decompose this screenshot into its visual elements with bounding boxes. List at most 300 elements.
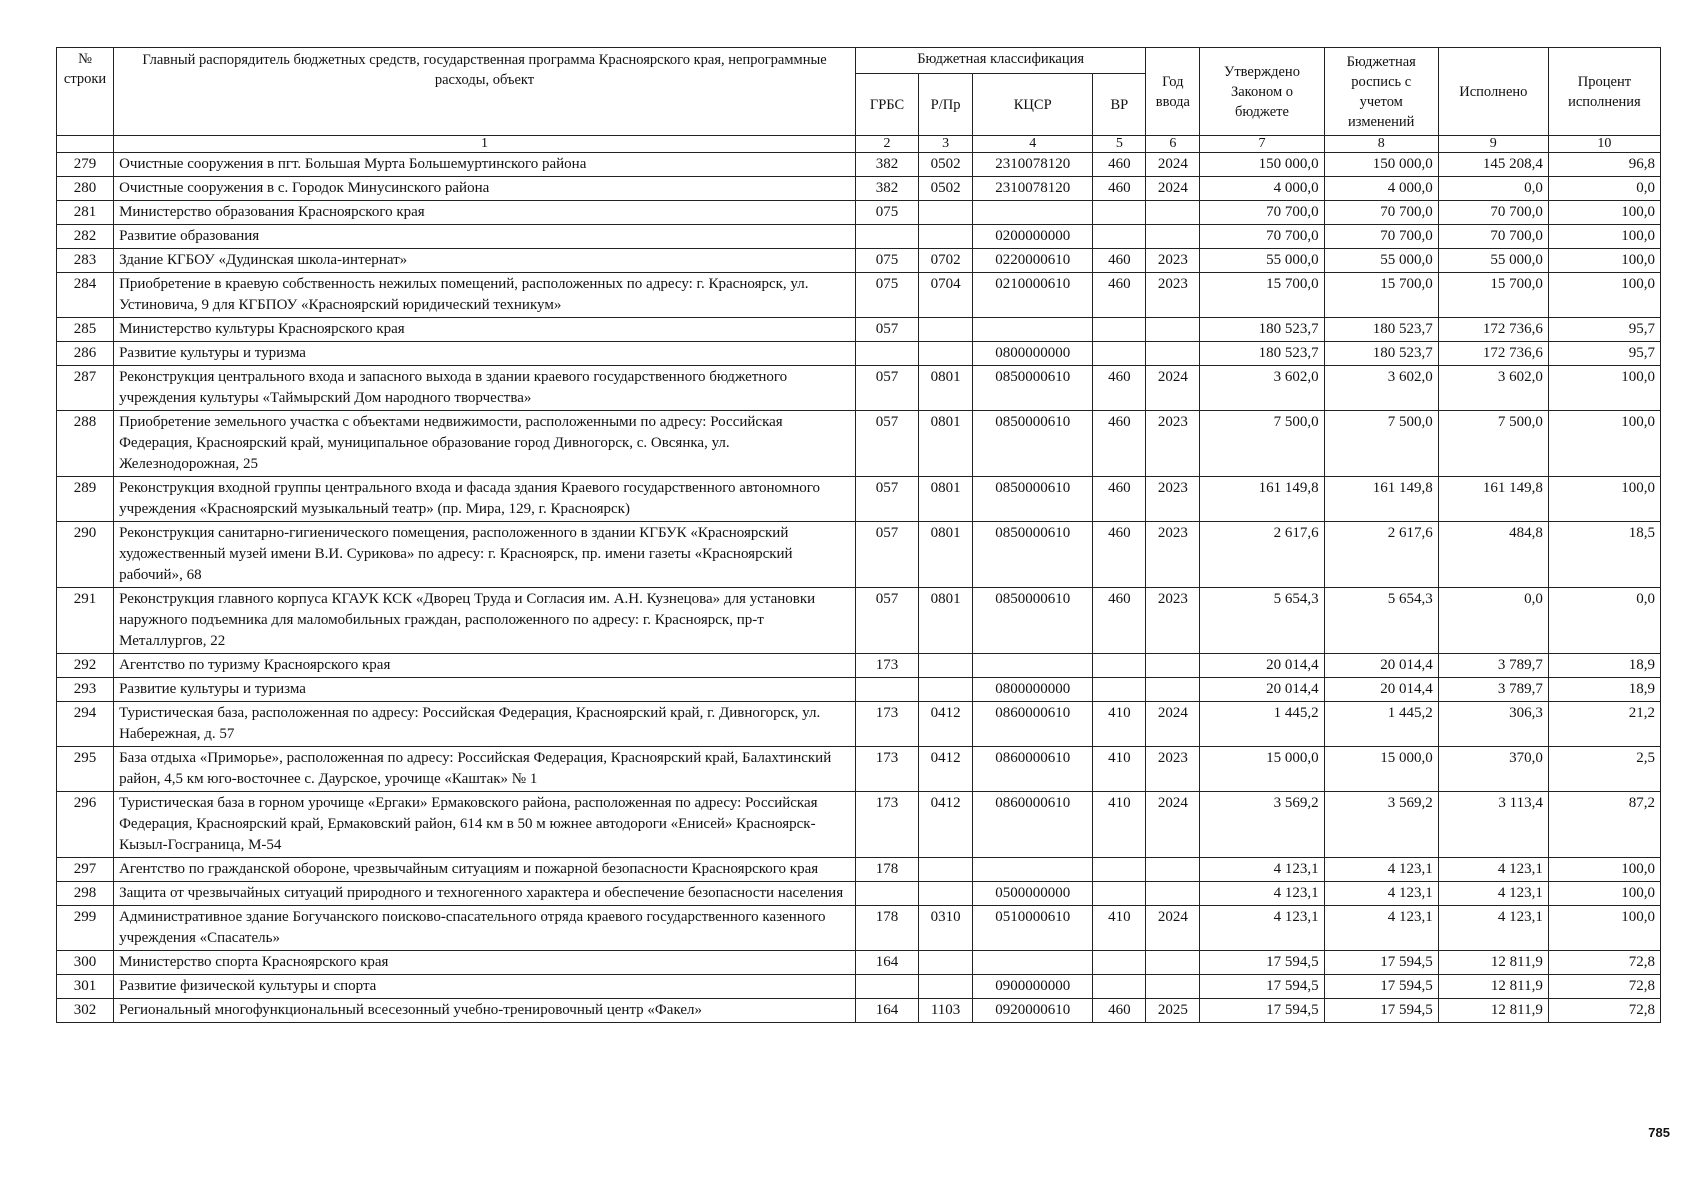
header-name: Главный распорядитель бюджетных средств, государственная программа Красноярского края, непрограммные расходы, объект [114, 48, 856, 136]
row-name: Министерство спорта Красноярского края [114, 951, 856, 975]
column-number: 9 [1438, 136, 1548, 153]
row-number: 293 [57, 678, 114, 702]
row-rpr: 0801 [919, 588, 973, 654]
row-executed: 55 000,0 [1438, 249, 1548, 273]
row-grbs [855, 975, 918, 999]
row-name: Приобретение в краевую собственность нежилых помещений, расположенных по адресу: г. Красноярск, ул. Устиновича, 9 для КГБПОУ «Красноярский юридический техникум» [114, 273, 856, 318]
row-approved: 4 000,0 [1200, 177, 1324, 201]
row-vr: 460 [1093, 366, 1146, 411]
row-year [1146, 858, 1200, 882]
row-number: 290 [57, 522, 114, 588]
row-number: 296 [57, 792, 114, 858]
table-header [57, 48, 1661, 153]
row-grbs: 178 [855, 858, 918, 882]
row-year: 2024 [1146, 906, 1200, 951]
row-rpr: 0801 [919, 522, 973, 588]
row-percent: 18,9 [1548, 678, 1660, 702]
row-approved: 3 602,0 [1200, 366, 1324, 411]
row-kcsr [973, 858, 1093, 882]
row-kcsr: 2310078120 [973, 177, 1093, 201]
table-row [57, 249, 1661, 273]
header-percent: Процент исполнения [1548, 48, 1660, 136]
row-year [1146, 951, 1200, 975]
row-vr: 460 [1093, 477, 1146, 522]
row-year: 2023 [1146, 273, 1200, 318]
row-number: 281 [57, 201, 114, 225]
row-executed: 4 123,1 [1438, 906, 1548, 951]
row-number: 280 [57, 177, 114, 201]
header-schedule: Бюджетная роспись с учетом изменений [1324, 48, 1438, 136]
row-percent: 0,0 [1548, 588, 1660, 654]
header-rpr: Р/Пр [919, 74, 973, 136]
row-rpr [919, 342, 973, 366]
row-grbs: 075 [855, 273, 918, 318]
row-executed: 172 736,6 [1438, 318, 1548, 342]
header-kcsr: КЦСР [973, 74, 1093, 136]
row-schedule: 5 654,3 [1324, 588, 1438, 654]
table-row [57, 702, 1661, 747]
table-row [57, 273, 1661, 318]
row-rpr [919, 678, 973, 702]
row-year [1146, 318, 1200, 342]
row-approved: 17 594,5 [1200, 999, 1324, 1023]
row-executed: 3 113,4 [1438, 792, 1548, 858]
row-schedule: 4 123,1 [1324, 882, 1438, 906]
row-executed: 370,0 [1438, 747, 1548, 792]
table-row [57, 678, 1661, 702]
row-name: Здание КГБОУ «Дудинская школа-интернат» [114, 249, 856, 273]
row-approved: 17 594,5 [1200, 975, 1324, 999]
row-name: Реконструкция центрального входа и запасного выхода в здании краевого государственного бюджетного учреждения культуры «Таймырский Дом народного творчества» [114, 366, 856, 411]
row-executed: 12 811,9 [1438, 951, 1548, 975]
row-number: 286 [57, 342, 114, 366]
row-rpr: 0704 [919, 273, 973, 318]
row-number: 301 [57, 975, 114, 999]
row-grbs: 178 [855, 906, 918, 951]
row-kcsr: 0860000610 [973, 747, 1093, 792]
row-executed: 172 736,6 [1438, 342, 1548, 366]
row-rpr [919, 951, 973, 975]
row-number: 300 [57, 951, 114, 975]
row-percent: 72,8 [1548, 975, 1660, 999]
row-schedule: 70 700,0 [1324, 225, 1438, 249]
table-row [57, 318, 1661, 342]
row-rpr [919, 318, 973, 342]
row-name: Министерство образования Красноярского края [114, 201, 856, 225]
row-grbs: 164 [855, 951, 918, 975]
row-vr: 460 [1093, 273, 1146, 318]
row-grbs: 057 [855, 588, 918, 654]
column-number: 5 [1093, 136, 1146, 153]
header-classification: Бюджетная классификация [855, 48, 1145, 74]
row-name: Развитие культуры и туризма [114, 342, 856, 366]
row-executed: 12 811,9 [1438, 975, 1548, 999]
row-approved: 70 700,0 [1200, 201, 1324, 225]
row-rpr: 1103 [919, 999, 973, 1023]
column-number: 8 [1324, 136, 1438, 153]
column-number: 6 [1146, 136, 1200, 153]
table-row [57, 477, 1661, 522]
row-name: Туристическая база в горном урочище «Ергаки» Ермаковского района, расположенная по адресу: Российская Федерация, Красноярский край, Ермаковский район, 614 км в 50 м южнее автодороги «Енисей» Красноярск-Кызыл-Госграница, М-54 [114, 792, 856, 858]
row-schedule: 15 700,0 [1324, 273, 1438, 318]
table-row [57, 882, 1661, 906]
row-schedule: 20 014,4 [1324, 678, 1438, 702]
row-kcsr: 0920000610 [973, 999, 1093, 1023]
row-schedule: 161 149,8 [1324, 477, 1438, 522]
row-rpr: 0412 [919, 792, 973, 858]
row-name: Очистные сооружения в пгт. Большая Мурта Большемуртинского района [114, 153, 856, 177]
table-row [57, 654, 1661, 678]
row-name: Развитие культуры и туризма [114, 678, 856, 702]
row-approved: 150 000,0 [1200, 153, 1324, 177]
table-row [57, 153, 1661, 177]
column-number: 2 [855, 136, 918, 153]
row-number: 294 [57, 702, 114, 747]
row-number: 284 [57, 273, 114, 318]
row-percent: 100,0 [1548, 411, 1660, 477]
row-rpr [919, 882, 973, 906]
row-name: Приобретение земельного участка с объектами недвижимости, расположенными по адресу: Российская Федерация, Красноярский край, муниципальное образование город Дивногорск, с. Овсянка, ул. Железнодорожная, 25 [114, 411, 856, 477]
row-grbs [855, 225, 918, 249]
header-grbs: ГРБС [855, 74, 918, 136]
row-vr [1093, 858, 1146, 882]
row-schedule: 180 523,7 [1324, 342, 1438, 366]
column-numbers-row [57, 136, 1661, 153]
row-percent: 100,0 [1548, 906, 1660, 951]
column-number: 3 [919, 136, 973, 153]
row-vr: 410 [1093, 747, 1146, 792]
row-kcsr: 0850000610 [973, 411, 1093, 477]
row-kcsr [973, 201, 1093, 225]
row-name: Реконструкция главного корпуса КГАУК КСК «Дворец Труда и Согласия им. А.Н. Кузнецова» для установки наружного подъемника для маломобильных граждан, расположенного по адресу: г. Красноярск, пр-т Металлургов, 22 [114, 588, 856, 654]
row-executed: 12 811,9 [1438, 999, 1548, 1023]
row-grbs: 173 [855, 747, 918, 792]
row-approved: 15 000,0 [1200, 747, 1324, 792]
row-percent: 96,8 [1548, 153, 1660, 177]
table-row [57, 342, 1661, 366]
table-row [57, 858, 1661, 882]
row-schedule: 15 000,0 [1324, 747, 1438, 792]
row-year [1146, 882, 1200, 906]
column-number: 7 [1200, 136, 1324, 153]
row-approved: 4 123,1 [1200, 858, 1324, 882]
row-percent: 100,0 [1548, 477, 1660, 522]
row-executed: 145 208,4 [1438, 153, 1548, 177]
row-name: Агентство по туризму Красноярского края [114, 654, 856, 678]
table-row [57, 522, 1661, 588]
row-approved: 55 000,0 [1200, 249, 1324, 273]
row-percent: 2,5 [1548, 747, 1660, 792]
row-rpr: 0702 [919, 249, 973, 273]
row-kcsr [973, 951, 1093, 975]
row-grbs [855, 882, 918, 906]
row-percent: 100,0 [1548, 249, 1660, 273]
row-schedule: 4 123,1 [1324, 906, 1438, 951]
table-body [57, 153, 1661, 1023]
row-vr: 410 [1093, 702, 1146, 747]
row-kcsr [973, 318, 1093, 342]
table-row [57, 975, 1661, 999]
table-row [57, 225, 1661, 249]
row-percent: 100,0 [1548, 225, 1660, 249]
row-approved: 20 014,4 [1200, 678, 1324, 702]
row-name: Очистные сооружения в с. Городок Минусинского района [114, 177, 856, 201]
row-year [1146, 201, 1200, 225]
row-year [1146, 342, 1200, 366]
row-percent: 87,2 [1548, 792, 1660, 858]
row-executed: 3 602,0 [1438, 366, 1548, 411]
row-executed: 0,0 [1438, 588, 1548, 654]
row-name: Реконструкция санитарно-гигиенического помещения, расположенного в здании КГБУК «Красноярский художественный музей имени В.И. Сурикова» по адресу: г. Красноярск, пр. имени газеты «Красноярский рабочий», 68 [114, 522, 856, 588]
row-executed: 70 700,0 [1438, 225, 1548, 249]
row-vr [1093, 951, 1146, 975]
row-rpr: 0801 [919, 411, 973, 477]
row-vr: 460 [1093, 411, 1146, 477]
row-number: 298 [57, 882, 114, 906]
row-executed: 4 123,1 [1438, 882, 1548, 906]
row-number: 282 [57, 225, 114, 249]
row-grbs [855, 342, 918, 366]
row-year: 2023 [1146, 249, 1200, 273]
row-number: 297 [57, 858, 114, 882]
row-vr [1093, 654, 1146, 678]
row-kcsr: 0860000610 [973, 702, 1093, 747]
row-vr [1093, 201, 1146, 225]
row-approved: 20 014,4 [1200, 654, 1324, 678]
row-schedule: 4 000,0 [1324, 177, 1438, 201]
header-approved: Утверждено Законом о бюджете [1200, 48, 1324, 136]
table-row [57, 906, 1661, 951]
row-kcsr: 0510000610 [973, 906, 1093, 951]
row-year: 2024 [1146, 702, 1200, 747]
header-year: Год ввода [1146, 48, 1200, 136]
row-kcsr: 0850000610 [973, 477, 1093, 522]
row-name: Туристическая база, расположенная по адресу: Российская Федерация, Красноярский край, г. Дивногорск, ул. Набережная, д. 57 [114, 702, 856, 747]
table-row [57, 411, 1661, 477]
row-percent: 72,8 [1548, 999, 1660, 1023]
row-executed: 70 700,0 [1438, 201, 1548, 225]
table-row [57, 588, 1661, 654]
row-approved: 161 149,8 [1200, 477, 1324, 522]
column-number [57, 136, 114, 153]
row-schedule: 20 014,4 [1324, 654, 1438, 678]
row-year: 2024 [1146, 153, 1200, 177]
row-kcsr: 0900000000 [973, 975, 1093, 999]
row-vr: 460 [1093, 153, 1146, 177]
table-row [57, 999, 1661, 1023]
row-rpr: 0310 [919, 906, 973, 951]
row-vr: 460 [1093, 177, 1146, 201]
row-executed: 7 500,0 [1438, 411, 1548, 477]
row-grbs: 173 [855, 702, 918, 747]
row-executed: 4 123,1 [1438, 858, 1548, 882]
row-approved: 17 594,5 [1200, 951, 1324, 975]
row-name: Развитие образования [114, 225, 856, 249]
row-vr [1093, 342, 1146, 366]
row-kcsr: 0200000000 [973, 225, 1093, 249]
row-rpr [919, 225, 973, 249]
row-approved: 5 654,3 [1200, 588, 1324, 654]
row-number: 302 [57, 999, 114, 1023]
row-percent: 100,0 [1548, 858, 1660, 882]
row-percent: 100,0 [1548, 273, 1660, 318]
row-name: Министерство культуры Красноярского края [114, 318, 856, 342]
row-year: 2023 [1146, 411, 1200, 477]
table-row [57, 792, 1661, 858]
row-schedule: 55 000,0 [1324, 249, 1438, 273]
row-rpr: 0502 [919, 177, 973, 201]
row-year [1146, 654, 1200, 678]
table-row [57, 177, 1661, 201]
row-schedule: 4 123,1 [1324, 858, 1438, 882]
row-approved: 3 569,2 [1200, 792, 1324, 858]
row-vr [1093, 678, 1146, 702]
row-executed: 15 700,0 [1438, 273, 1548, 318]
column-number: 4 [973, 136, 1093, 153]
table-row [57, 366, 1661, 411]
row-vr: 460 [1093, 588, 1146, 654]
row-rpr: 0801 [919, 477, 973, 522]
row-vr: 460 [1093, 999, 1146, 1023]
row-year: 2025 [1146, 999, 1200, 1023]
row-vr: 410 [1093, 906, 1146, 951]
row-percent: 21,2 [1548, 702, 1660, 747]
row-percent: 100,0 [1548, 366, 1660, 411]
row-year [1146, 678, 1200, 702]
row-vr: 460 [1093, 522, 1146, 588]
table-row [57, 747, 1661, 792]
row-executed: 484,8 [1438, 522, 1548, 588]
row-grbs [855, 678, 918, 702]
row-approved: 4 123,1 [1200, 906, 1324, 951]
row-approved: 1 445,2 [1200, 702, 1324, 747]
row-rpr [919, 201, 973, 225]
row-approved: 180 523,7 [1200, 318, 1324, 342]
header-vr: ВР [1093, 74, 1146, 136]
row-kcsr: 0800000000 [973, 342, 1093, 366]
row-grbs: 164 [855, 999, 918, 1023]
row-executed: 3 789,7 [1438, 678, 1548, 702]
row-grbs: 057 [855, 477, 918, 522]
row-year: 2023 [1146, 477, 1200, 522]
column-number: 10 [1548, 136, 1660, 153]
row-number: 299 [57, 906, 114, 951]
row-schedule: 17 594,5 [1324, 999, 1438, 1023]
row-percent: 95,7 [1548, 318, 1660, 342]
budget-table [56, 47, 1661, 1023]
row-grbs: 173 [855, 654, 918, 678]
row-year: 2024 [1146, 792, 1200, 858]
row-percent: 18,9 [1548, 654, 1660, 678]
row-year: 2023 [1146, 588, 1200, 654]
row-kcsr [973, 654, 1093, 678]
row-rpr: 0801 [919, 366, 973, 411]
row-kcsr: 0850000610 [973, 522, 1093, 588]
row-schedule: 1 445,2 [1324, 702, 1438, 747]
row-executed: 3 789,7 [1438, 654, 1548, 678]
row-rpr: 0412 [919, 747, 973, 792]
row-grbs: 057 [855, 411, 918, 477]
row-executed: 161 149,8 [1438, 477, 1548, 522]
row-year: 2023 [1146, 747, 1200, 792]
table-row [57, 201, 1661, 225]
row-kcsr: 0850000610 [973, 366, 1093, 411]
row-number: 295 [57, 747, 114, 792]
row-grbs: 382 [855, 177, 918, 201]
row-approved: 7 500,0 [1200, 411, 1324, 477]
row-grbs: 057 [855, 318, 918, 342]
row-kcsr: 2310078120 [973, 153, 1093, 177]
row-rpr [919, 975, 973, 999]
row-percent: 72,8 [1548, 951, 1660, 975]
row-vr: 410 [1093, 792, 1146, 858]
row-grbs: 173 [855, 792, 918, 858]
row-percent: 100,0 [1548, 882, 1660, 906]
row-rpr: 0502 [919, 153, 973, 177]
row-number: 283 [57, 249, 114, 273]
row-vr: 460 [1093, 249, 1146, 273]
row-schedule: 17 594,5 [1324, 951, 1438, 975]
row-approved: 180 523,7 [1200, 342, 1324, 366]
row-executed: 306,3 [1438, 702, 1548, 747]
row-name: Региональный многофункциональный всесезонный учебно-тренировочный центр «Факел» [114, 999, 856, 1023]
row-kcsr: 0800000000 [973, 678, 1093, 702]
row-percent: 0,0 [1548, 177, 1660, 201]
row-approved: 15 700,0 [1200, 273, 1324, 318]
row-vr [1093, 225, 1146, 249]
row-kcsr: 0220000610 [973, 249, 1093, 273]
row-grbs: 382 [855, 153, 918, 177]
row-year: 2024 [1146, 177, 1200, 201]
row-percent: 18,5 [1548, 522, 1660, 588]
row-name: Реконструкция входной группы центрального входа и фасада здания Краевого государственного автономного учреждения «Красноярский музыкальный театр» (пр. Мира, 129, г. Красноярск) [114, 477, 856, 522]
row-name: Административное здание Богучанского поисково-спасательного отряда краевого государственного казенного учреждения «Спасатель» [114, 906, 856, 951]
page-number: 785 [1648, 1125, 1670, 1140]
row-schedule: 3 602,0 [1324, 366, 1438, 411]
row-percent: 95,7 [1548, 342, 1660, 366]
row-rpr: 0412 [919, 702, 973, 747]
row-vr [1093, 318, 1146, 342]
row-year: 2024 [1146, 366, 1200, 411]
row-schedule: 3 569,2 [1324, 792, 1438, 858]
row-name: Агентство по гражданской обороне, чрезвычайным ситуациям и пожарной безопасности Красноярского края [114, 858, 856, 882]
row-schedule: 180 523,7 [1324, 318, 1438, 342]
row-vr [1093, 882, 1146, 906]
row-kcsr: 0210000610 [973, 273, 1093, 318]
header-row-no: № строки [57, 48, 114, 136]
row-name: Развитие физической культуры и спорта [114, 975, 856, 999]
row-number: 287 [57, 366, 114, 411]
row-schedule: 17 594,5 [1324, 975, 1438, 999]
row-name: Защита от чрезвычайных ситуаций природного и техногенного характера и обеспечение безопасности населения [114, 882, 856, 906]
row-number: 289 [57, 477, 114, 522]
row-year [1146, 225, 1200, 249]
row-kcsr: 0860000610 [973, 792, 1093, 858]
row-approved: 4 123,1 [1200, 882, 1324, 906]
row-year: 2023 [1146, 522, 1200, 588]
row-number: 292 [57, 654, 114, 678]
row-percent: 100,0 [1548, 201, 1660, 225]
row-year [1146, 975, 1200, 999]
row-number: 291 [57, 588, 114, 654]
column-number: 1 [114, 136, 856, 153]
row-kcsr: 0850000610 [973, 588, 1093, 654]
row-grbs: 057 [855, 366, 918, 411]
row-rpr [919, 654, 973, 678]
row-vr [1093, 975, 1146, 999]
row-grbs: 075 [855, 249, 918, 273]
row-approved: 70 700,0 [1200, 225, 1324, 249]
